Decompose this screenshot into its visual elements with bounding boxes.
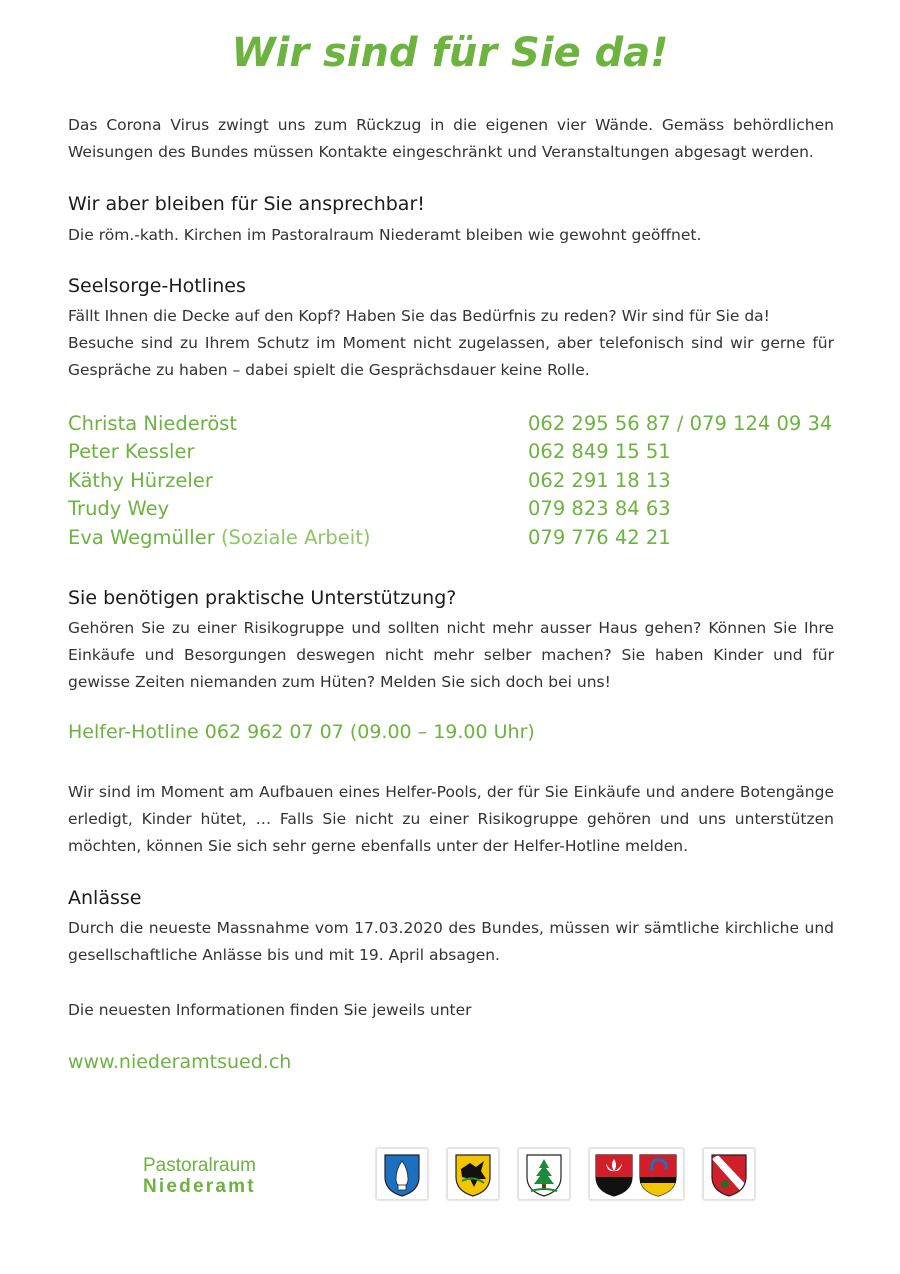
section-heading-support: Sie benötigen praktische Unterstützung?: [68, 587, 457, 609]
events-text: Durch die neueste Massnahme vom 17.03.2020 des Bundes, müssen wir sämtliche kirchliche und gesellschaftliche Anlässe bis und mit 19. April absagen.: [68, 919, 834, 964]
contact-phone: 062 295 56 87 / 079 124 09 34: [528, 411, 833, 435]
contact-name: Käthy Hürzeler: [68, 468, 213, 492]
contact-note: (Soziale Arbeit): [220, 525, 371, 549]
logo-line-2: Niederamt: [143, 1176, 256, 1197]
page-title: Wir sind für Sie da!: [231, 30, 669, 76]
contact-list: [68, 409, 848, 552]
churches-open-text: Die röm.-kath. Kirchen im Pastoralraum Niederamt bleiben wie gewohnt geöffnet.: [68, 226, 702, 244]
section-heading-reachable: Wir aber bleiben für Sie ansprechbar!: [68, 193, 425, 215]
section-heading-hotlines: Seelsorge-Hotlines: [68, 275, 246, 297]
intro-paragraph: Das Corona Virus zwingt uns zum Rückzug in die eigenen vier Wände. Gemäss behördlichen Weisungen des Bundes müssen Kontakte eingeschränkt und Veranstaltungen abgesagt werden.: [68, 116, 834, 161]
contact-name: Eva Wegmüller: [68, 525, 215, 549]
support-text: Gehören Sie zu einer Risikogruppe und sollten nicht mehr ausser Haus gehen? Können Sie Ihre Einkäufe und Besorgungen deswegen nicht mehr selber machen? Sie haben Kinder und für gewisse Zeiten niemanden zum Hüten? Melden Sie sich doch bei uns!: [68, 619, 834, 691]
contact-phone: 079 823 84 63: [528, 497, 671, 521]
crest-row: [0, 1148, 900, 1204]
logo-line-1: Pastoralraum: [143, 1155, 256, 1176]
crest-tree-icon: [518, 1148, 570, 1200]
contact-row: [68, 495, 848, 524]
website-link[interactable]: www.niederamtsued.ch: [68, 1051, 292, 1073]
crest-yellow-bird-icon: [447, 1148, 499, 1200]
contact-phone: 062 291 18 13: [528, 468, 671, 492]
section-heading-events: Anlässe: [68, 887, 142, 909]
contact-phone: 079 776 42 21: [528, 525, 671, 549]
crest-pair-icon: [589, 1148, 684, 1200]
contact-row: [68, 466, 848, 495]
contact-row: [68, 523, 848, 552]
helper-pool-text: Wir sind im Moment am Aufbauen eines Helfer-Pools, der für Sie Einkäufe und andere Botengänge erledigt, Kinder hütet, … Falls Sie nicht zu einer Risikogruppe gehören und uns unterstützen möchten, können Sie sich sehr gerne ebenfalls unter der Helfer-Hotline melden.: [68, 783, 834, 855]
hotlines-text-2: Besuche sind zu Ihrem Schutz im Moment nicht zugelassen, aber telefonisch sind wir gerne für Gespräche zu haben – dabei spielt die Gesprächsdauer keine Rolle.: [68, 334, 834, 379]
contact-name: Christa Niederöst: [68, 411, 238, 435]
crest-blue-icon: [376, 1148, 428, 1200]
contact-row: [68, 438, 848, 467]
contact-phone: 062 849 15 51: [528, 440, 671, 464]
contact-name: Trudy Wey: [68, 497, 170, 521]
crest-red-band-icon: [703, 1148, 755, 1200]
contact-row: [68, 409, 848, 438]
info-text: Die neuesten Informationen finden Sie jeweils unter: [68, 1001, 472, 1019]
helper-hotline: Helfer-Hotline 062 962 07 07 (09.00 – 19.00 Uhr): [68, 721, 535, 743]
contact-name: Peter Kessler: [68, 440, 195, 464]
hotlines-text-1: Fällt Ihnen die Decke auf den Kopf? Haben Sie das Bedürfnis zu reden? Wir sind für Sie da!: [68, 307, 770, 325]
